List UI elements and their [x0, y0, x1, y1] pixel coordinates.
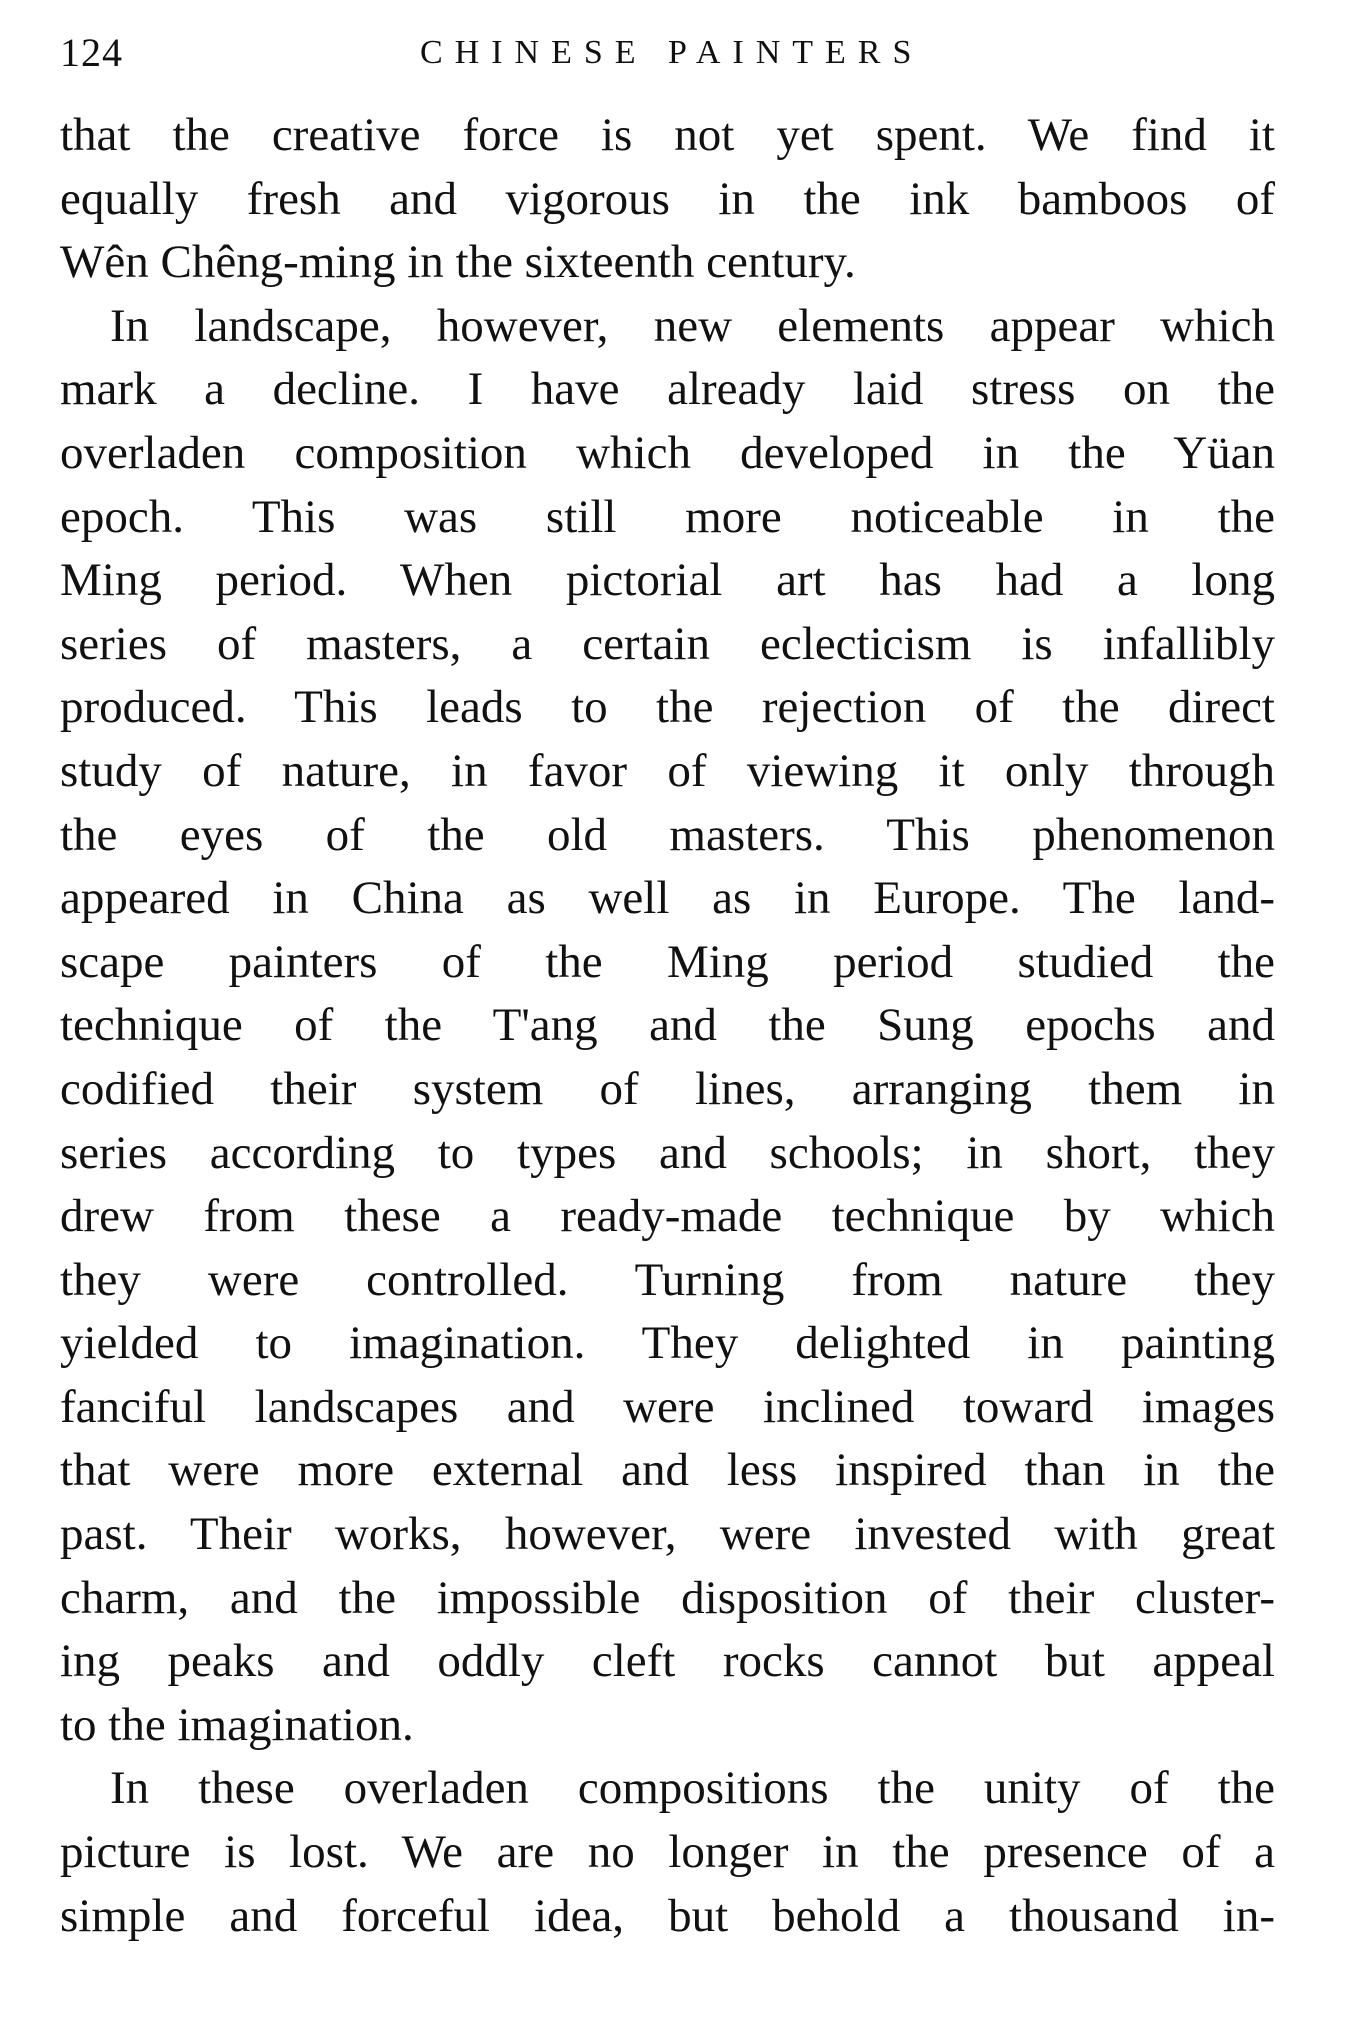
text-line: overladen composition which developed in the Yüan — [60, 426, 1275, 479]
text-line: that were more external and less inspired than in the — [60, 1444, 1275, 1497]
text-line: series of masters, a certain eclecticism is infallibly — [60, 617, 1275, 670]
page-number: 124 — [60, 30, 123, 75]
text-line: technique of the T'ang and the Sung epochs and — [60, 999, 1275, 1052]
body-text — [60, 104, 1275, 1948]
text-line: appeared in China as well as in Europe. The land- — [60, 872, 1275, 925]
text-line: series according to types and schools; in short, they — [60, 1126, 1275, 1179]
paragraph-3 — [60, 1757, 1275, 1948]
text-line: In landscape, however, new elements appear which — [110, 299, 1275, 352]
text-line: produced. This leads to the rejection of the direct — [60, 681, 1275, 734]
text-line: they were controlled. Turning from nature they — [60, 1253, 1275, 1306]
text-line: mark a decline. I have already laid stress on the — [60, 363, 1275, 416]
running-head — [60, 28, 1275, 78]
text-line: past. Their works, however, were invested with great — [60, 1508, 1275, 1561]
text-line: study of nature, in favor of viewing it only through — [60, 744, 1275, 797]
text-line: equally fresh and vigorous in the ink bamboos of — [60, 172, 1275, 225]
paragraph-2 — [60, 295, 1275, 1758]
text-line: codified their system of lines, arranging them in — [60, 1062, 1275, 1115]
text-line: scape painters of the Ming period studied the — [60, 935, 1275, 988]
text-line: In these overladen compositions the unity of the — [110, 1762, 1275, 1815]
text-line: yielded to imagination. They delighted in painting — [60, 1317, 1275, 1370]
text-line: simple and forceful idea, but behold a thousand in- — [60, 1889, 1275, 1942]
text-line: that the creative force is not yet spent. We find it — [60, 109, 1275, 161]
text-line: to the imagination. — [60, 1698, 414, 1751]
text-line: drew from these a ready-made technique by which — [60, 1190, 1275, 1243]
text-line: picture is lost. We are no longer in the presence of a — [60, 1826, 1275, 1879]
running-title: CHINESE PAINTERS — [420, 34, 924, 71]
text-line: Wên Chêng-ming in the sixteenth century. — [60, 236, 856, 289]
text-line: Ming period. When pictorial art has had a long — [60, 554, 1275, 607]
text-line: the eyes of the old masters. This phenomenon — [60, 808, 1275, 861]
text-line: fanciful landscapes and were inclined toward images — [60, 1380, 1275, 1433]
text-line: epoch. This was still more noticeable in the — [60, 490, 1275, 543]
text-line: charm, and the impossible disposition of their cluster- — [60, 1571, 1275, 1624]
text-line: ing peaks and oddly cleft rocks cannot but appeal — [60, 1635, 1275, 1688]
paragraph-1 — [60, 104, 1275, 295]
